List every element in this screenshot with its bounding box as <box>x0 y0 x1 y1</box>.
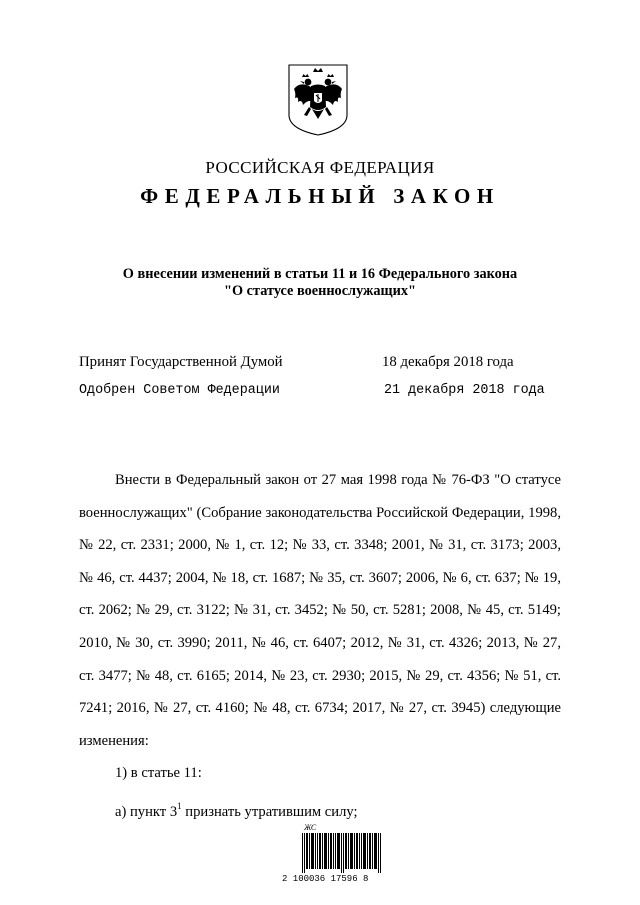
coat-of-arms-emblem <box>286 63 350 137</box>
law-title-line-2: "О статусе военнослужащих" <box>224 283 416 299</box>
body-paragraph: Внести в Федеральный закон от 27 мая 1998 года № 76-ФЗ "О статусе военнослужащих" (Собрание законодательства Российской Федерации, 1998, № 22, ст. 2331; 2000, № 1, ст. 12; № 33, ст. 3348; 2001, № 31, ст. 3173; 2003, № 46, ст. 4437; 2004, № 18, ст. 1687; № 35, ст. 3607; 2006, № 6, ст. 637; № 19, ст. 2062; № 29, ст. 3122; № 31, ст. 3452; № 50, ст. 5281; 2008, № 45, ст. 5149; 2010, № 30, ст. 3990; 2011, № 46, ст. 6407; 2012, № 31, ст. 4326; 2013, № 27, ст. 3477; № 48, ст. 6165; 2014, № 23, ст. 2930; 2015, № 29, ст. 4356; № 51, ст. 7241; 2016, № 27, ст. 4160; № 48, ст. 6734; 2017, № 27, ст. 3945) следующие изменения: <box>79 472 561 749</box>
barcode-icon <box>302 833 382 873</box>
amendment-item-1: 1) в статье 11: <box>115 765 202 782</box>
law-type-heading: ФЕДЕРАЛЬНЫЙ ЗАКОН <box>140 184 500 208</box>
item2-text-start: а) пункт 3 <box>115 803 178 820</box>
document-mark: ЖС <box>304 823 317 832</box>
duma-date: 18 декабря 2018 года <box>382 354 514 370</box>
law-title <box>60 266 580 300</box>
barcode-number: 2 100036 17596 8 <box>282 874 369 884</box>
item2-superscript: 1 <box>177 800 182 811</box>
council-label: Одобрен Советом Федерации <box>79 383 280 398</box>
barcode-block <box>282 823 388 885</box>
double-headed-eagle-icon <box>286 63 350 137</box>
item2-text-end: признать утратившим силу; <box>181 803 358 820</box>
law-title-line-1: О внесении изменений в статьи 11 и 16 Федерального закона <box>122 266 518 282</box>
country-heading: РОССИЙСКАЯ ФЕДЕРАЦИЯ <box>205 158 435 177</box>
council-date: 21 декабря 2018 года <box>384 383 545 398</box>
duma-label: Принят Государственной Думой <box>79 354 283 370</box>
law-body <box>79 464 561 829</box>
